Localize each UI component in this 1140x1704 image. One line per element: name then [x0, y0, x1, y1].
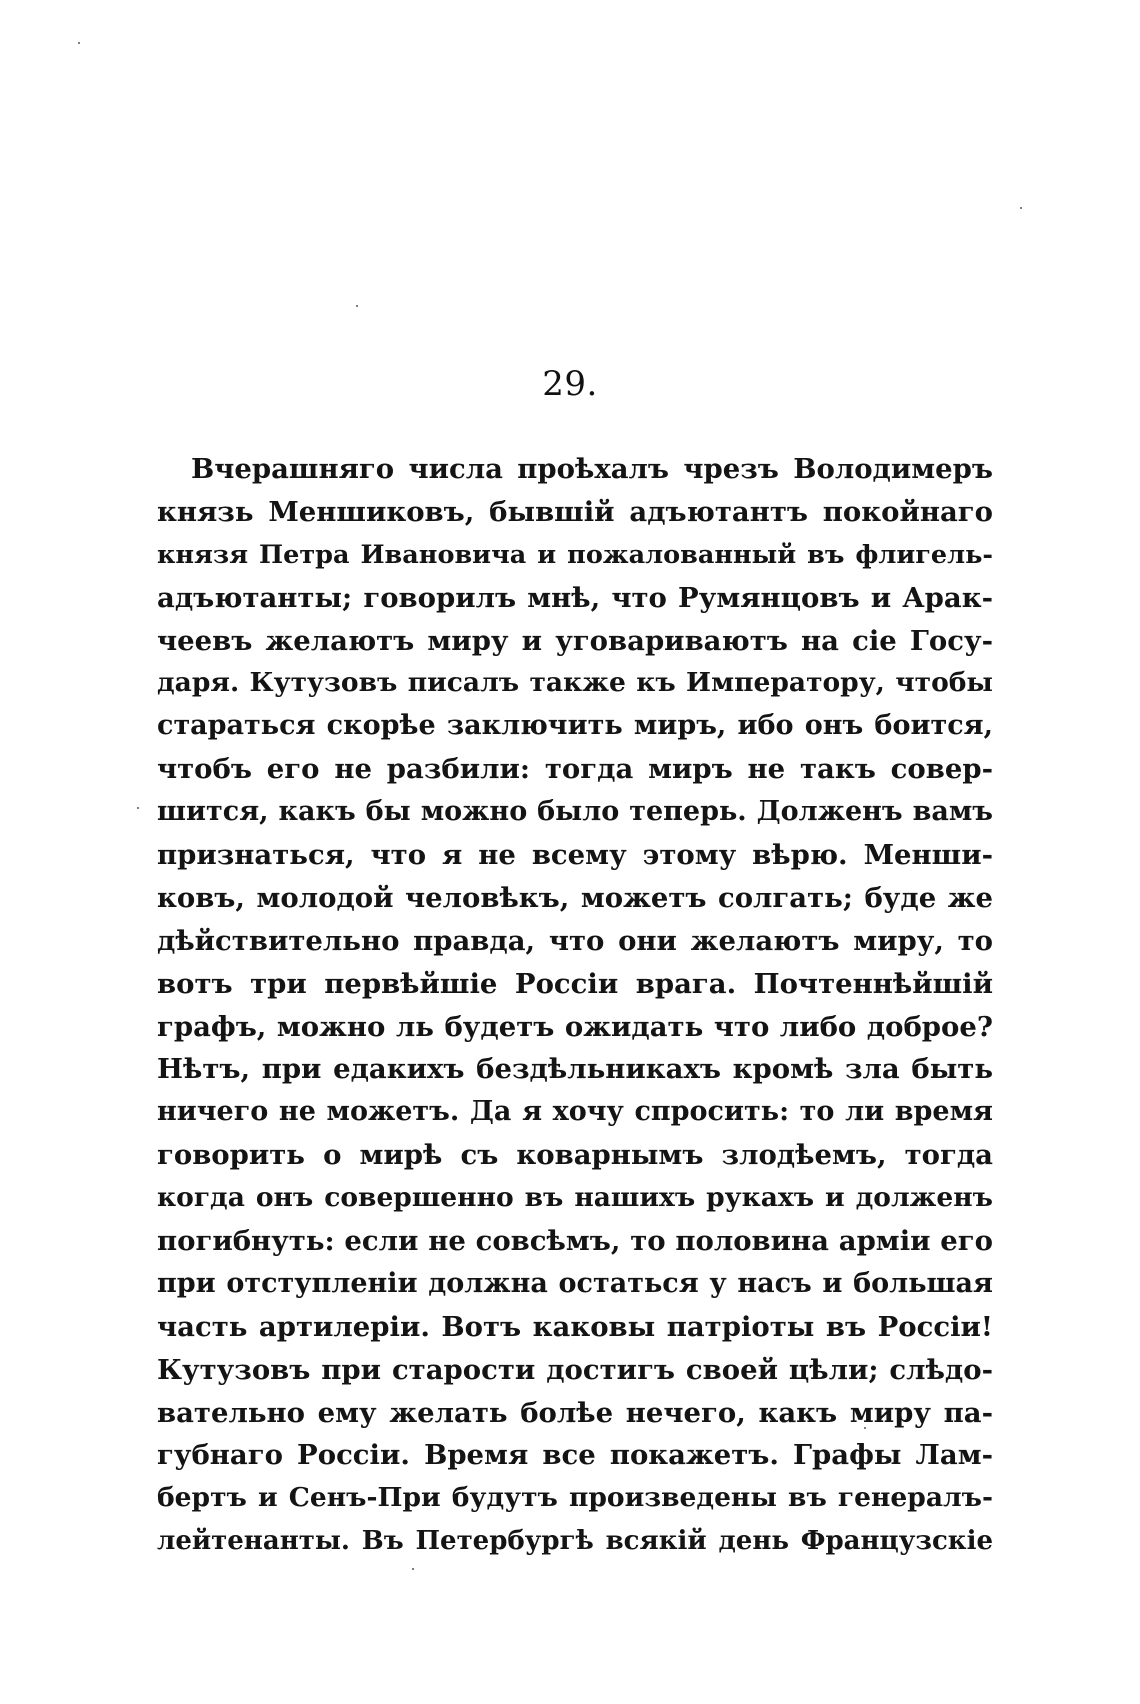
text-line: адъютанты; говорилъ мнѣ, что Румянцовъ и Арак- [157, 581, 993, 614]
text-line: вотъ три первѣйшіе Россіи врага. Почтеннѣйшій [157, 967, 993, 1000]
text-line: погибнуть: если не совсѣмъ, то половина арміи его [157, 1225, 993, 1258]
text-line: ничего не можетъ. Да я хочу спросить: то ли время [157, 1096, 993, 1128]
text-line: лейтенанты. Въ Петербургѣ всякій день Французскіе [157, 1526, 993, 1557]
print-speck [412, 1568, 414, 1570]
text-line: Вчерашняго числа проѣхалъ чрезъ Володимеръ [191, 453, 993, 485]
print-speck [356, 305, 358, 307]
text-line: при отступленіи должна остаться у насъ и большая [157, 1267, 993, 1299]
text-line: Кутузовъ при старости достигъ своей цѣли; слѣдо- [157, 1353, 993, 1386]
body-paragraph [157, 448, 993, 1563]
text-line: признаться, что я не всему этому вѣрю. Менши- [157, 839, 993, 872]
text-line: стараться скорѣе заключить миръ, ибо онъ боится, [157, 710, 993, 742]
text-line: князя Петра Ивановича и пожалованный въ флигель- [157, 539, 993, 570]
text-line: чтобъ его не разбили: тогда миръ не такъ совер- [157, 753, 993, 786]
print-speck [78, 42, 80, 44]
text-line: графъ, можно ль будетъ ожидать что либо доброе? [157, 1010, 993, 1043]
text-line: часть артилеріи. Вотъ каковы патріоты въ Россіи! [157, 1310, 993, 1343]
text-line: говорить о мирѣ съ коварнымъ злодѣемъ, тогда [157, 1139, 993, 1172]
text-line: бертъ и Сенъ-При будутъ произведены въ генералъ- [157, 1482, 993, 1514]
text-line: ковъ, молодой человѣкъ, можетъ солгать; буде же [157, 881, 993, 914]
text-line: Нѣтъ, при едакихъ бездѣльникахъ кромѣ зла быть [157, 1053, 993, 1086]
text-line: губнаго Россіи. Время все покажетъ. Графы Лам- [157, 1439, 993, 1472]
text-line: князь Меншиковъ, бывшій адъютантъ покойнаго [157, 495, 993, 528]
page-number: 29. [542, 364, 598, 404]
text-line: вательно ему желать болѣе нечего, какъ миру па- [157, 1396, 993, 1429]
text-line: даря. Кутузовъ писалъ также къ Императору, чтобы [157, 667, 993, 699]
print-speck [1020, 207, 1022, 209]
text-line: когда онъ совершенно въ нашихъ рукахъ и долженъ [157, 1182, 993, 1214]
text-line: чеевъ желаютъ миру и уговариваютъ на сіе Госу- [157, 624, 993, 657]
text-line: дѣйствительно правда, что они желаютъ миру, то [157, 924, 993, 957]
print-speck [137, 807, 139, 809]
text-line: шится, какъ бы можно было теперь. Долженъ вамъ [157, 796, 993, 828]
